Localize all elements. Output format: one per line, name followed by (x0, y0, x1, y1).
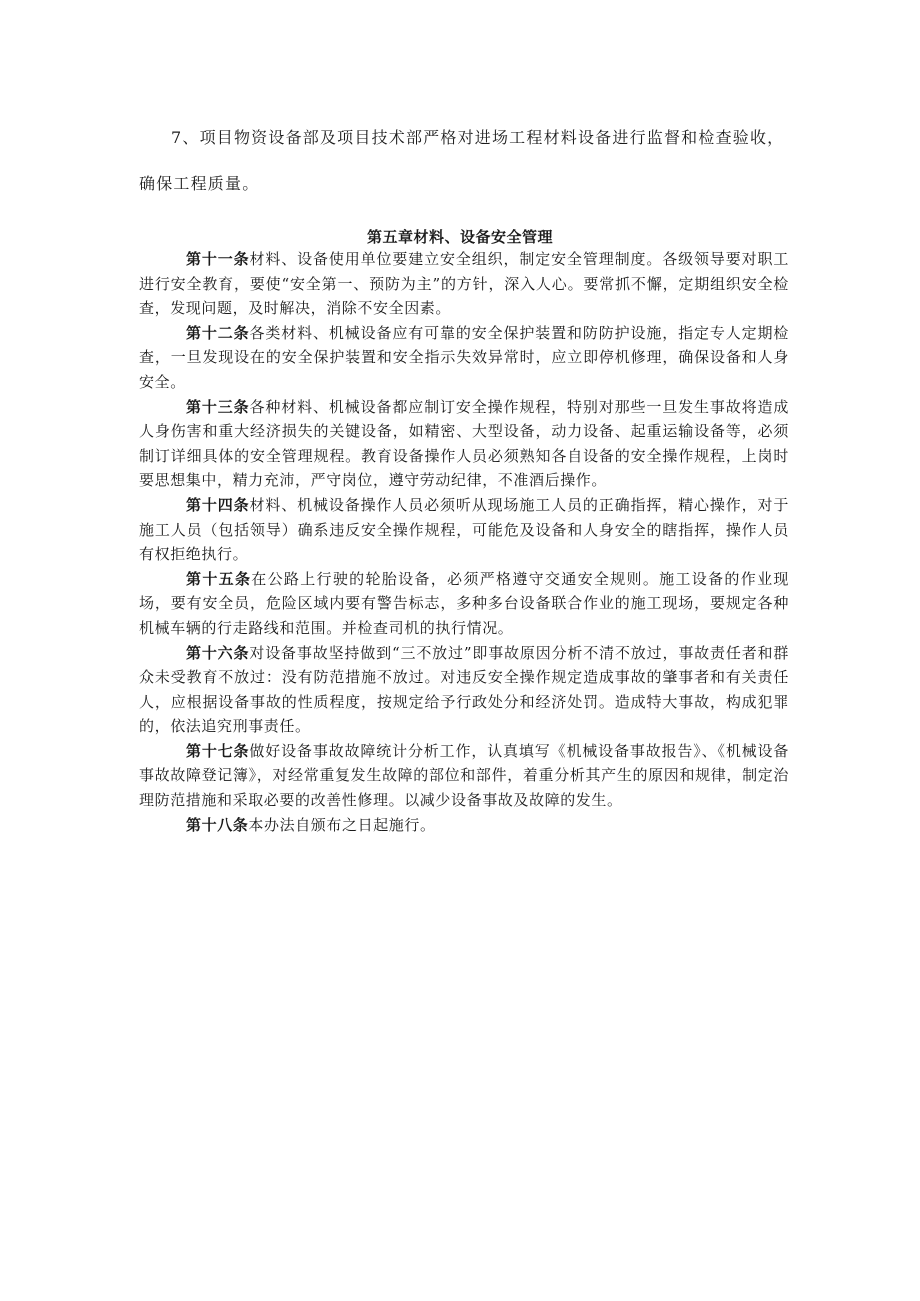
article-17 (139, 739, 789, 813)
article-number: 第十二条 (186, 323, 250, 342)
article-text: 做好设备事故故障统计分析工作，认真填写《机械设备事故报告》、《机械设备事故故障登记簿》，对经常重复发生故障的部位和部件，着重分析其产生的原因和规律，制定治理防范措施和采取必要的改善性修理。以减少设备事故及故障的发生。 (139, 741, 789, 810)
article-text: 本办法自颁布之日起施行。 (248, 815, 436, 834)
article-number: 第十五条 (186, 569, 252, 588)
article-12 (139, 321, 789, 395)
article-text: 材料、机械设备操作人员必须听从现场施工人员的正确指挥，精心操作，对于施工人员（包括领导）确系违反安全操作规程，可能危及设备和人身安全的瞎指挥，操作人员有权拒绝执行。 (139, 495, 790, 564)
article-18 (139, 813, 789, 838)
article-text: 各种材料、机械设备都应制订安全操作规程，特别对那些一旦发生事故将造成人身伤害和重大经济损失的关键设备，如精密、大型设备，动力设备、起重运输设备等，必须制订详细具体的安全管理规程。教育设备操作人员必须熟知各自设备的安全操作规程，上岗时要思想集中，精力充沛，严守岗位，遵守劳动纪律，不准酒后操作。 (139, 397, 790, 490)
article-13 (139, 395, 789, 493)
article-11 (139, 247, 789, 321)
chapter-title: 第五章材料、设备安全管理 (366, 228, 553, 246)
item-7-line-2: 确保工程质量。 (139, 174, 260, 193)
article-number: 第十三条 (186, 397, 250, 416)
article-number: 第十六条 (186, 643, 250, 662)
article-text: 材料、设备使用单位要建立安全组织，制定安全管理制度。各级领导要对职工进行安全教育，要使“安全第一、预防为主”的方针，深入人心。要常抓不懈，定期组织安全检查，发现问题，及时解决，消除不安全因素。 (139, 250, 790, 318)
article-number: 第十七条 (186, 741, 250, 760)
article-14 (139, 493, 789, 567)
article-number: 第十一条 (186, 250, 250, 268)
article-list (139, 247, 789, 837)
item-7-block (139, 124, 789, 198)
article-text: 各类材料、机械设备应有可靠的安全保护装置和防防护设施，指定专人定期检查，一旦发现设在的安全保护装置和安全指示失效异常时，应立即停机修理，确保设备和人身安全。 (139, 323, 790, 391)
article-16 (139, 641, 789, 739)
article-number: 第十八条 (186, 815, 249, 834)
item-7-line-1: 7、项目物资设备部及项目技术部严格对进场工程材料设备进行监督和检查验收， (171, 128, 785, 147)
article-number: 第十四条 (186, 495, 250, 514)
article-text: 在公路上行驶的轮胎设备，必须严格遵守交通安全规则。施工设备的作业现场，要有安全员，危险区域内要有警告标志，多种多台设备联合作业的施工现场，要规定各种机械车辆的行走路线和范围。并检查司机的执行情况。 (139, 569, 789, 637)
article-15 (139, 567, 789, 641)
article-text: 对设备事故坚持做到“三不放过”即事故原因分析不清不放过，事故责任者和群众未受教育不放过：没有防范措施不放过。对违反安全操作规定造成事故的肇事者和有关责任人，应根据设备事故的性质程度，按规定给予行政处分和经济处罚。造成特大事故，构成犯罪的，依法追究刑事责任。 (139, 643, 789, 736)
